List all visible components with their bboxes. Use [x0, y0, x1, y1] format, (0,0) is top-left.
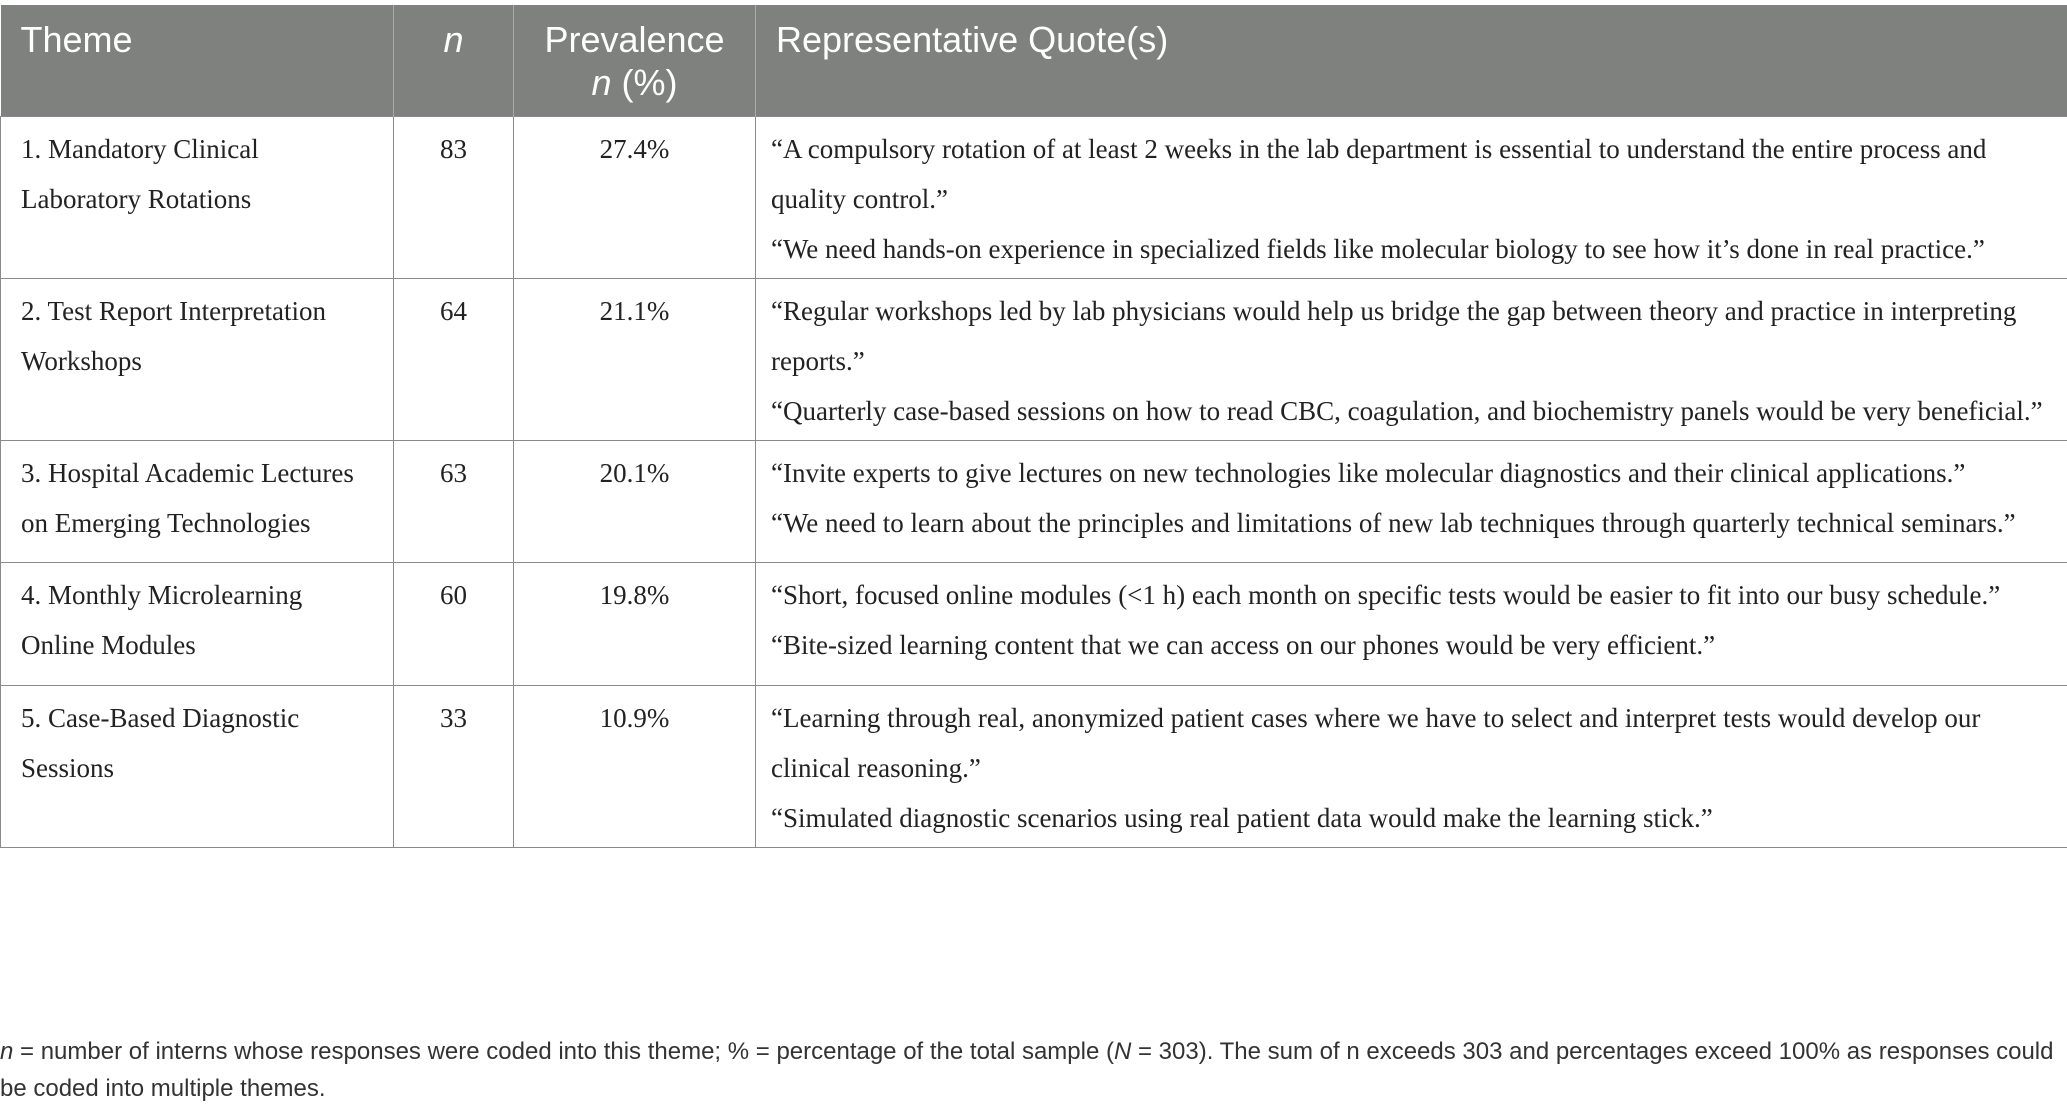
header-prevalence-label: Prevalence [544, 19, 725, 60]
quote-text: “We need hands-on experience in specialized fields like molecular biology to see how it’s done in real practice.” [771, 234, 1985, 264]
quote-text: “Simulated diagnostic scenarios using real patient data would make the learning stick.” [771, 803, 1713, 833]
header-quotes: Representative Quote(s) [756, 5, 2067, 117]
table-row [1, 441, 2067, 563]
n-cell: 60 [394, 563, 514, 686]
quotes-cell [756, 441, 2067, 563]
quote-text: “Short, focused online modules (<1 h) each month on specific tests would be easier to fit into our busy schedule.” [771, 580, 2001, 610]
theme-cell: 2. Test Report Interpretation Workshops [1, 279, 394, 441]
quote-text: “Invite experts to give lectures on new technologies like molecular diagnostics and their clinical applications.” [771, 458, 1966, 488]
quote-text: “Quarterly case-based sessions on how to read CBC, coagulation, and biochemistry panels would be very beneficial.” [771, 396, 2043, 426]
table-row [1, 117, 2067, 279]
quotes-cell [756, 279, 2067, 441]
quotes-cell [756, 563, 2067, 686]
n-cell: 64 [394, 279, 514, 441]
footnote-n-symbol: n [0, 1038, 14, 1065]
header-prevalence-pct: (%) [611, 62, 678, 103]
prevalence-cell: 20.1% [514, 441, 756, 563]
table-row [1, 686, 2067, 848]
table-footnote [0, 1033, 2060, 1107]
theme-cell: 4. Monthly Microlearning Online Modules [1, 563, 394, 686]
quote-text: “Regular workshops led by lab physicians would help us bridge the gap between theory and practice in interpreting reports.” [771, 296, 2017, 376]
theme-cell: 1. Mandatory Clinical Laboratory Rotations [1, 117, 394, 279]
n-cell: 63 [394, 441, 514, 563]
quotes-cell [756, 686, 2067, 848]
table-row [1, 563, 2067, 686]
n-cell: 33 [394, 686, 514, 848]
footnote-N-symbol: N [1113, 1038, 1132, 1065]
quote-text: “A compulsory rotation of at least 2 weeks in the lab department is essential to understand the entire process and quality control.” [771, 134, 1987, 214]
footnote-text-part2: = 303). The sum of n exceeds 303 and percentages exceed 100% as responses could be coded into multiple themes. [0, 1038, 2054, 1102]
theme-cell: 3. Hospital Academic Lectures on Emerging Technologies [1, 441, 394, 563]
themes-table [0, 5, 2067, 848]
quote-text: “We need to learn about the principles and limitations of new lab techniques through quarterly technical seminars.” [771, 508, 2016, 538]
header-theme: Theme [1, 5, 394, 117]
quotes-cell [756, 117, 2067, 279]
footnote-text-part1: = number of interns whose responses were coded into this theme; % = percentage of the total sample ( [13, 1038, 1114, 1065]
header-prevalence [514, 5, 756, 117]
prevalence-cell: 27.4% [514, 117, 756, 279]
n-cell: 83 [394, 117, 514, 279]
prevalence-cell: 21.1% [514, 279, 756, 441]
table-row [1, 279, 2067, 441]
header-row [1, 5, 2067, 117]
header-prevalence-n: n [591, 62, 612, 103]
theme-cell: 5. Case-Based Diagnostic Sessions [1, 686, 394, 848]
prevalence-cell: 19.8% [514, 563, 756, 686]
header-n: n [394, 5, 514, 117]
quote-text: “Learning through real, anonymized patient cases where we have to select and interpret tests would develop our clinical reasoning.” [771, 703, 1981, 783]
prevalence-cell: 10.9% [514, 686, 756, 848]
quote-text: “Bite-sized learning content that we can access on our phones would be very efficient.” [771, 630, 1716, 660]
